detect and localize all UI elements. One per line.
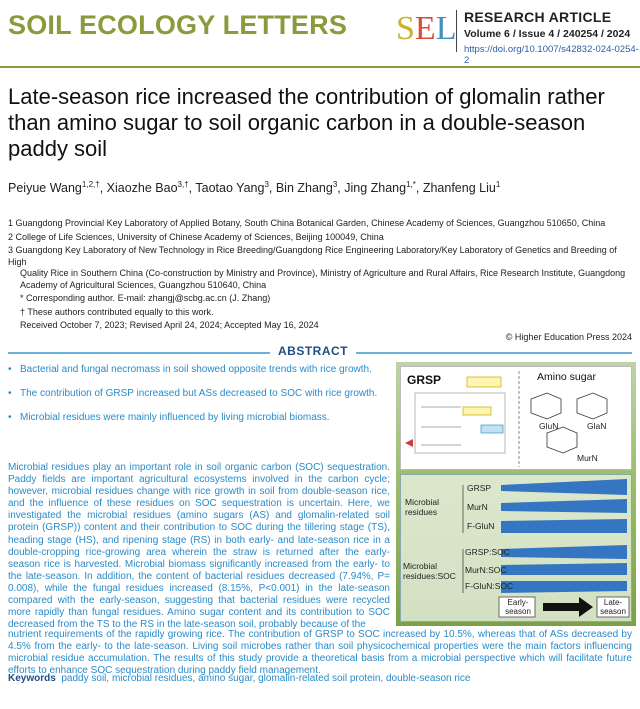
article-title: Late-season rice increased the contribution of glomalin rather than amino sugar to soil organic carbon in a double-season paddy soil xyxy=(8,84,605,161)
glun-label: GluN xyxy=(539,421,559,431)
keywords-list: paddy soil, microbial residues, amino sugar, glomalin-related soil protein, double-season rice xyxy=(61,673,471,684)
murn-label: MurN xyxy=(577,453,598,463)
author: Xiaozhe Bao$^{3,\dagger}$ xyxy=(106,180,189,196)
fglun-row-label: F-GluN xyxy=(467,521,495,531)
amino-sugar-label: Amino sugar xyxy=(537,371,596,383)
trend-panel xyxy=(400,474,632,622)
graphical-abstract xyxy=(396,362,636,626)
structures-panel xyxy=(400,366,632,470)
grsp-label: GRSP xyxy=(407,373,442,387)
glan-label: GlaN xyxy=(587,421,607,431)
highlight-item: • Microbial residues were mainly influenced by living microbial biomass. xyxy=(8,412,388,424)
article-type: RESEARCH ARTICLE xyxy=(464,9,612,25)
highlights-list xyxy=(8,364,388,436)
keywords xyxy=(8,673,470,684)
abstract-text-full: nutrient requirements of the rapidly growing rice. The contribution of GRSP to SOC increased by 10.5%, whereas that of ASs decreased by 4.5% from the early- to the late-season. Living soil microbes rather than soil physicochemical properties were the main factors influencing microbial residue accumulation. The results of this study provide a theoretical basis from a microbial perspective which will facilitate future efforts to enhance SOC sequestration during paddy field management. xyxy=(8,629,632,677)
received-dates: Received October 7, 2023; Revised April 24, 2024; Accepted May 16, 2024 xyxy=(20,320,319,330)
highlight-item: • The contribution of GRSP increased but ASs decreased to SOC with rice growth. xyxy=(8,388,388,400)
author: Taotao Yang$^3$ xyxy=(195,180,269,196)
affiliation-2: 2 College of Life Sciences, University of Chinese Academy of Sciences, Beijing 100049, China xyxy=(8,231,384,242)
microbial-residues-label: Microbial residues xyxy=(405,497,440,517)
author: Bin Zhang$^3$ xyxy=(275,180,338,196)
grsp-row-label: GRSP xyxy=(467,483,492,493)
header-rule xyxy=(0,66,640,68)
affiliation-3: 3 Guangdong Key Laboratory of New Technology in Rice Breeding/Guangdong Rice Engineering Laboratory/Key Laboratory of Genetics and Breeding of High Quality Rice in Southern China (Co-construction by Ministry and Province), Ministry of Agriculture and Rural Affairs, Rice Research Institute, Guangdong Academy of Agricultural Sciences, Guangzhou 510640, China xyxy=(8,245,626,290)
copyright: © Higher Education Press 2024 xyxy=(505,332,632,342)
journal-header xyxy=(0,0,640,66)
late-season-label: Late-season xyxy=(600,598,626,616)
affiliations xyxy=(8,218,632,334)
affiliation-1: 1 Guangdong Provincial Key Laboratory of Applied Botany, South China Botanical Garden, Chinese Academy of Sciences, Guangzhou 510650, China xyxy=(8,218,606,228)
abstract-heading: ABSTRACT xyxy=(270,344,356,358)
mr-soc-label: Microbial residues:SOC xyxy=(403,561,456,581)
volume-line: Volume 6 / Issue 4 / 240254 / 2024 xyxy=(464,28,631,40)
corresponding-author: * Corresponding author. E-mail: zhangj@scbg.ac.cn (J. Zhang) xyxy=(20,293,271,303)
journal-name: SOIL ECOLOGY LETTERS xyxy=(8,10,348,40)
doi-link[interactable]: https://doi.org/10.1007/s42832-024-0254-2 xyxy=(464,44,639,66)
author: Jing Zhang$^{1,*}$ xyxy=(344,180,416,196)
murn-row-label: MurN xyxy=(467,502,488,512)
keywords-label: Keywords xyxy=(8,673,56,684)
header-divider xyxy=(456,10,457,52)
grsp-soc-label: GRSP:SOC xyxy=(465,547,510,557)
fglun-soc-label: F-GluN:SOC xyxy=(465,581,514,591)
author: Peiyue Wang$^{1,2,\dagger}$ xyxy=(8,180,100,196)
sel-logo: SEL xyxy=(396,10,457,47)
highlight-item: • Bacterial and fungal necromass in soil showed opposite trends with rice growth. xyxy=(8,364,388,376)
author: Zhanfeng Liu$^1$ xyxy=(422,180,501,196)
abstract-text-column: Microbial residues play an important role in soil organic carbon (SOC) sequestration. Paddy fields are important agricultural ecosystems involved in the carbon cycle; however, microbial residues change with rice growth in soil from double-season rice, and the influence of these residues on SOC sequestration is uncertain. Here, we investigated the microbial residues (amino sugars (AS) and glomalin-related soil protein (GRSP)) content and their contribution to SOC during the tillering stage (TS), heading stage (HS), and ripening stage (RS) in both early- and late-season rice in a double-cropping rice-growing area wherein the straw is returned after the early-season rice is harvested. Microbial biomass significantly increased from the early- to the late-season. In addition, the content of bacterial residues decreased (7.94%, P= 0.008), while the fungal residues increased (8.15%, P<0.001) in the late-season compared with the early-season, suggesting that bacterial residues were recycled more rapidly than fungal residues. Amino sugar content and its contribution to SOC decreased from the TS to the RS in the late-season soil, probably because of the xyxy=(8,462,390,631)
murn-soc-label: MurN:SOC xyxy=(465,565,507,575)
early-season-label: Early-season xyxy=(505,598,531,616)
equal-contribution: † These authors contributed equally to this work. xyxy=(20,306,214,317)
author-list: Peiyue Wang$^{1,2,\dagger}$, Xiaozhe Bao$^{3,\dagger}$, Taotao Yang$^3$, Bin Zhang$^3$, Jing Zhang$^{1,*}$, Zhanfeng Liu$^1$ xyxy=(8,180,501,196)
